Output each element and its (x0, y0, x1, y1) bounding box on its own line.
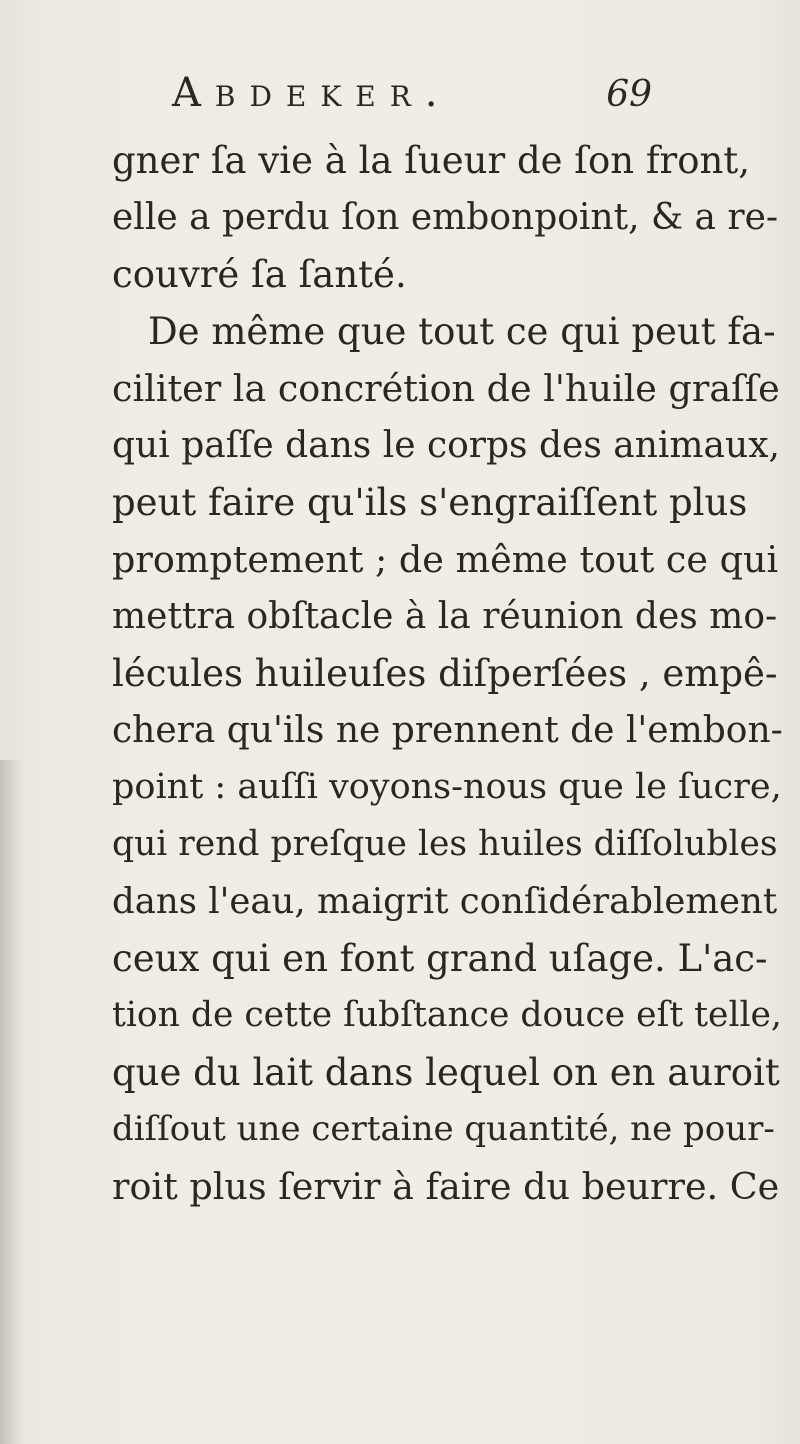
body-text (112, 132, 784, 1215)
text-line: promptement ; de même tout ce qui (112, 538, 779, 581)
text-line: diſſout une certaine quantité, ne pour- (112, 1109, 775, 1149)
text-line: elle a perdu ſon embonpoint, & a re- (112, 197, 779, 238)
text-line: gner ſa vie à la ſueur de ſon front, (112, 139, 750, 182)
text-line: dans l'eau, maigrit conſidérablement (112, 881, 778, 922)
text-line: ceux qui en font grand uſage. L'ac- (112, 937, 768, 980)
text-line: couvré ſa ſanté. (112, 253, 407, 296)
binding-shadow (0, 760, 22, 1444)
text-line: De même que tout ce qui peut fa- (148, 310, 776, 353)
page-number: 69 (606, 74, 652, 115)
running-head (172, 70, 652, 120)
text-line: ciliter la concrétion de l'huile graſſe (112, 367, 780, 410)
text-line: roit plus ſervir à faire du beurre. Ce (112, 1165, 780, 1208)
text-line: point : auſſi voyons-nous que le ſucre, (112, 767, 782, 807)
text-line: que du lait dans lequel on en auroit (112, 1051, 780, 1094)
text-line: peut faire qu'ils s'engraiſſent plus (112, 481, 748, 524)
text-line: lécules huileuſes diſperſées , empê- (112, 652, 778, 695)
running-title: Abdeker. (172, 70, 452, 116)
text-line: qui rend preſque les huiles diſſolubles (112, 824, 778, 864)
text-line: qui paſſe dans le corps des animaux, (112, 425, 780, 466)
text-line: tion de cette ſubſtance douce eſt telle, (112, 995, 782, 1035)
text-line: chera qu'ils ne prennent de l'embon- (112, 710, 783, 751)
text-line: mettra obſtacle à la réunion des mo- (112, 596, 778, 637)
